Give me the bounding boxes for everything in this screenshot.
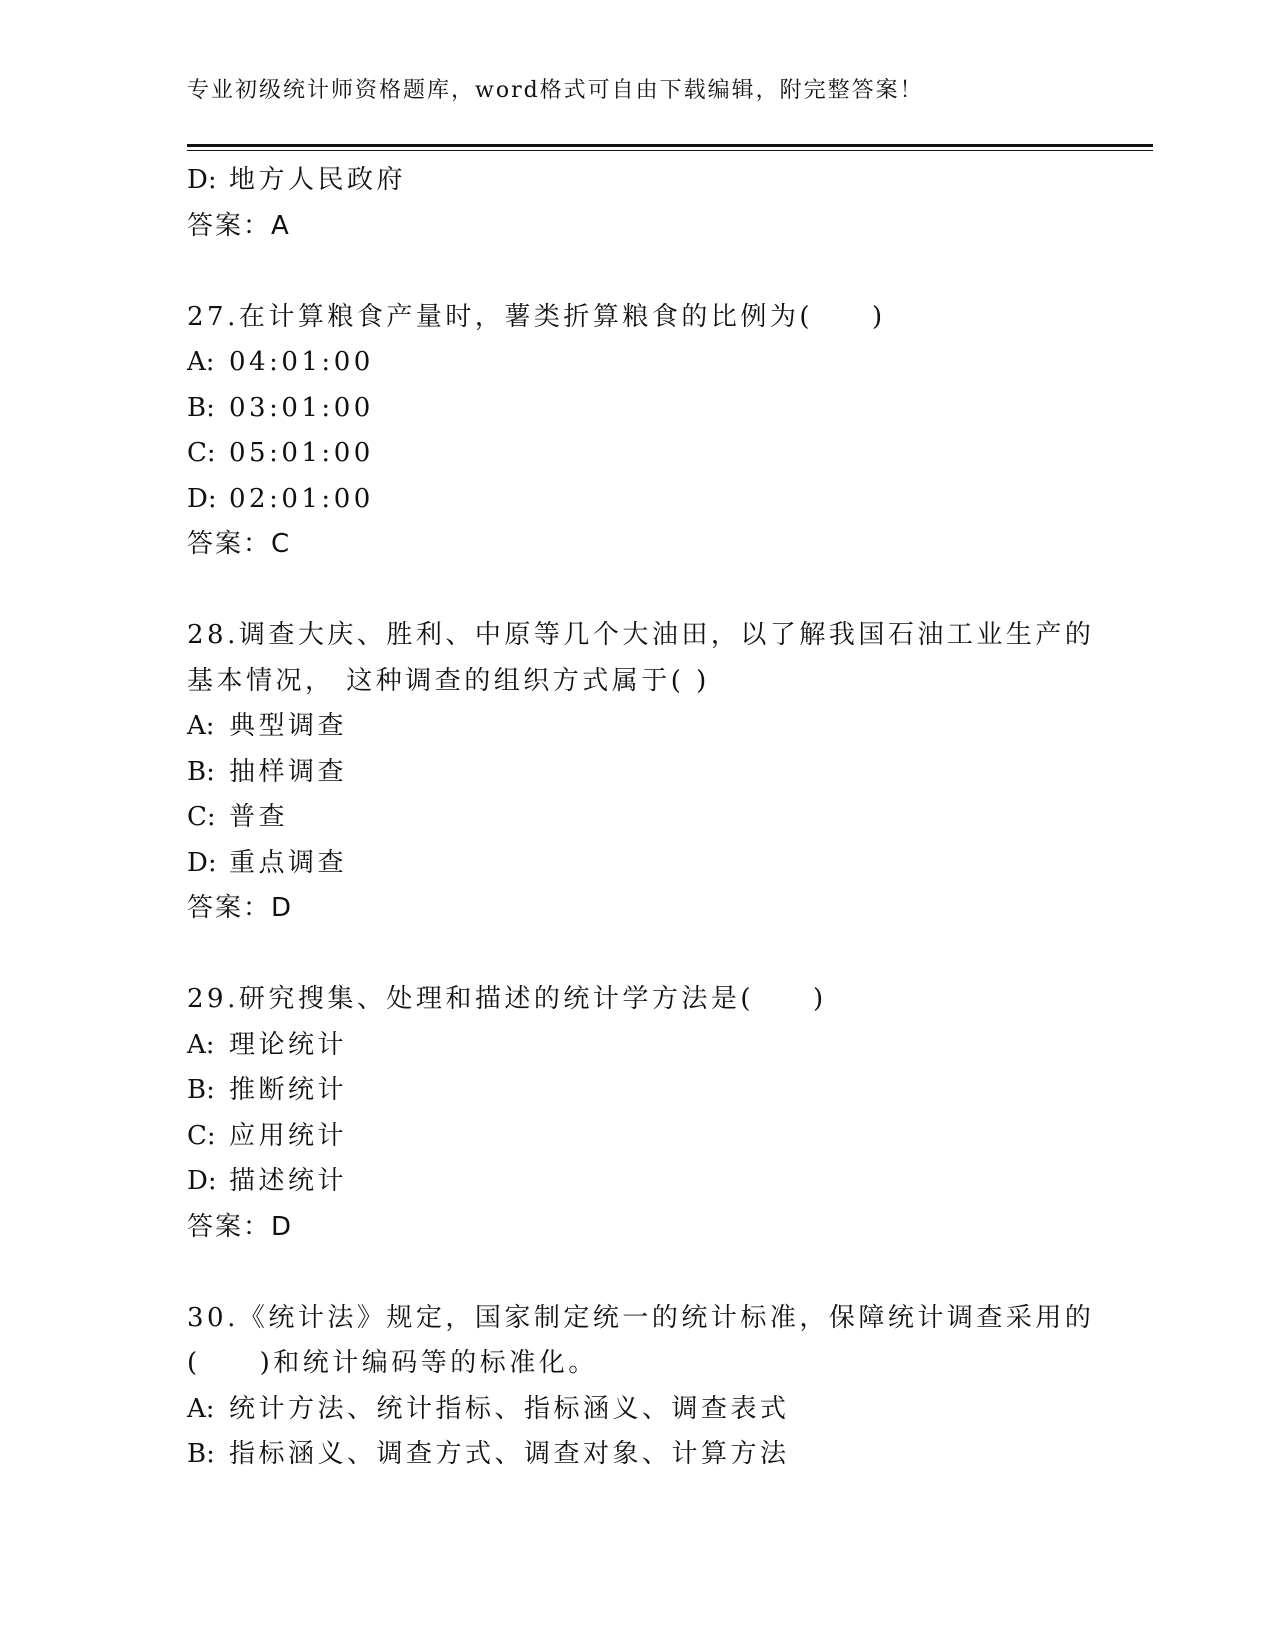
option-text: 02:01:00 [229, 483, 374, 514]
option-letter: C: [187, 1120, 216, 1151]
option-c [187, 1114, 1117, 1160]
option-d [187, 477, 1117, 523]
answer: 答案：A [187, 210, 291, 241]
option-letter: C: [187, 802, 216, 832]
option-c [187, 795, 1117, 841]
option-letter: A: [187, 711, 215, 741]
option-b [187, 1432, 1117, 1478]
option-b [187, 750, 1117, 796]
option-text: 03:01:00 [229, 392, 374, 423]
option-text: 理论统计 [229, 1029, 348, 1060]
answer: 答案：C [187, 529, 292, 559]
header-rule-thin [187, 150, 1153, 151]
option-text: 重点调查 [229, 847, 348, 878]
question-27 [187, 295, 1117, 568]
option-text: 指标涵义、调查方式、调查对象、计算方法 [229, 1439, 790, 1469]
question-stem-continued: ( )和统计编码等的标准化。 [187, 1348, 598, 1378]
option-letter: A: [187, 347, 215, 377]
option-text: 统计方法、统计指标、指标涵义、调查表式 [229, 1393, 790, 1424]
option-d [187, 158, 1117, 204]
option-a [187, 1387, 1117, 1433]
option-letter: D: [187, 847, 217, 878]
option-letter: C: [187, 438, 216, 468]
option-d [187, 841, 1117, 887]
option-text: 推断统计 [229, 1075, 348, 1105]
option-text: 04:01:00 [229, 347, 374, 377]
question-stem-continued: 基本情况， 这种调查的组织方式属于( ) [187, 665, 710, 696]
option-a [187, 704, 1117, 750]
option-letter: B: [187, 392, 215, 423]
option-letter: A: [187, 1393, 215, 1424]
question-list [187, 158, 1117, 1478]
question-30 [187, 1296, 1117, 1478]
option-text: 典型调查 [229, 711, 348, 741]
header-rule-thick [187, 144, 1153, 147]
option-text: 地方人民政府 [229, 165, 407, 195]
answer: 答案：D [187, 1211, 294, 1242]
option-letter: D: [187, 165, 217, 195]
option-a [187, 1023, 1117, 1069]
question-28 [187, 613, 1117, 932]
option-letter: B: [187, 1439, 215, 1469]
answer: 答案：D [187, 893, 294, 923]
option-letter: D: [187, 1166, 217, 1196]
option-text: 05:01:00 [229, 438, 374, 468]
option-d [187, 1159, 1117, 1205]
question-29 [187, 977, 1117, 1250]
option-letter: B: [187, 756, 215, 787]
option-text: 描述统计 [229, 1166, 348, 1196]
option-letter: D: [187, 483, 217, 514]
option-b [187, 1068, 1117, 1114]
option-letter: B: [187, 1075, 215, 1105]
question-stem: 27.在计算粮食产量时，薯类折算粮食的比例为( ) [187, 301, 886, 332]
option-b [187, 386, 1117, 432]
question-stem: 29.研究搜集、处理和描述的统计学方法是( ) [187, 984, 827, 1014]
option-c [187, 431, 1117, 477]
question-stem: 30.《统计法》规定，国家制定统一的统计标准，保障统计调查采用的 [187, 1302, 1095, 1333]
option-a [187, 340, 1117, 386]
option-text: 抽样调查 [229, 756, 348, 787]
option-text: 普查 [229, 802, 289, 832]
option-letter: A: [187, 1029, 215, 1060]
question-stem: 28.调查大庆、胜利、中原等几个大油田，以了解我国石油工业生产的 [187, 620, 1095, 650]
page-header: 专业初级统计师资格题库，word格式可自由下载编辑，附完整答案！ [187, 78, 924, 103]
option-text: 应用统计 [229, 1120, 348, 1151]
